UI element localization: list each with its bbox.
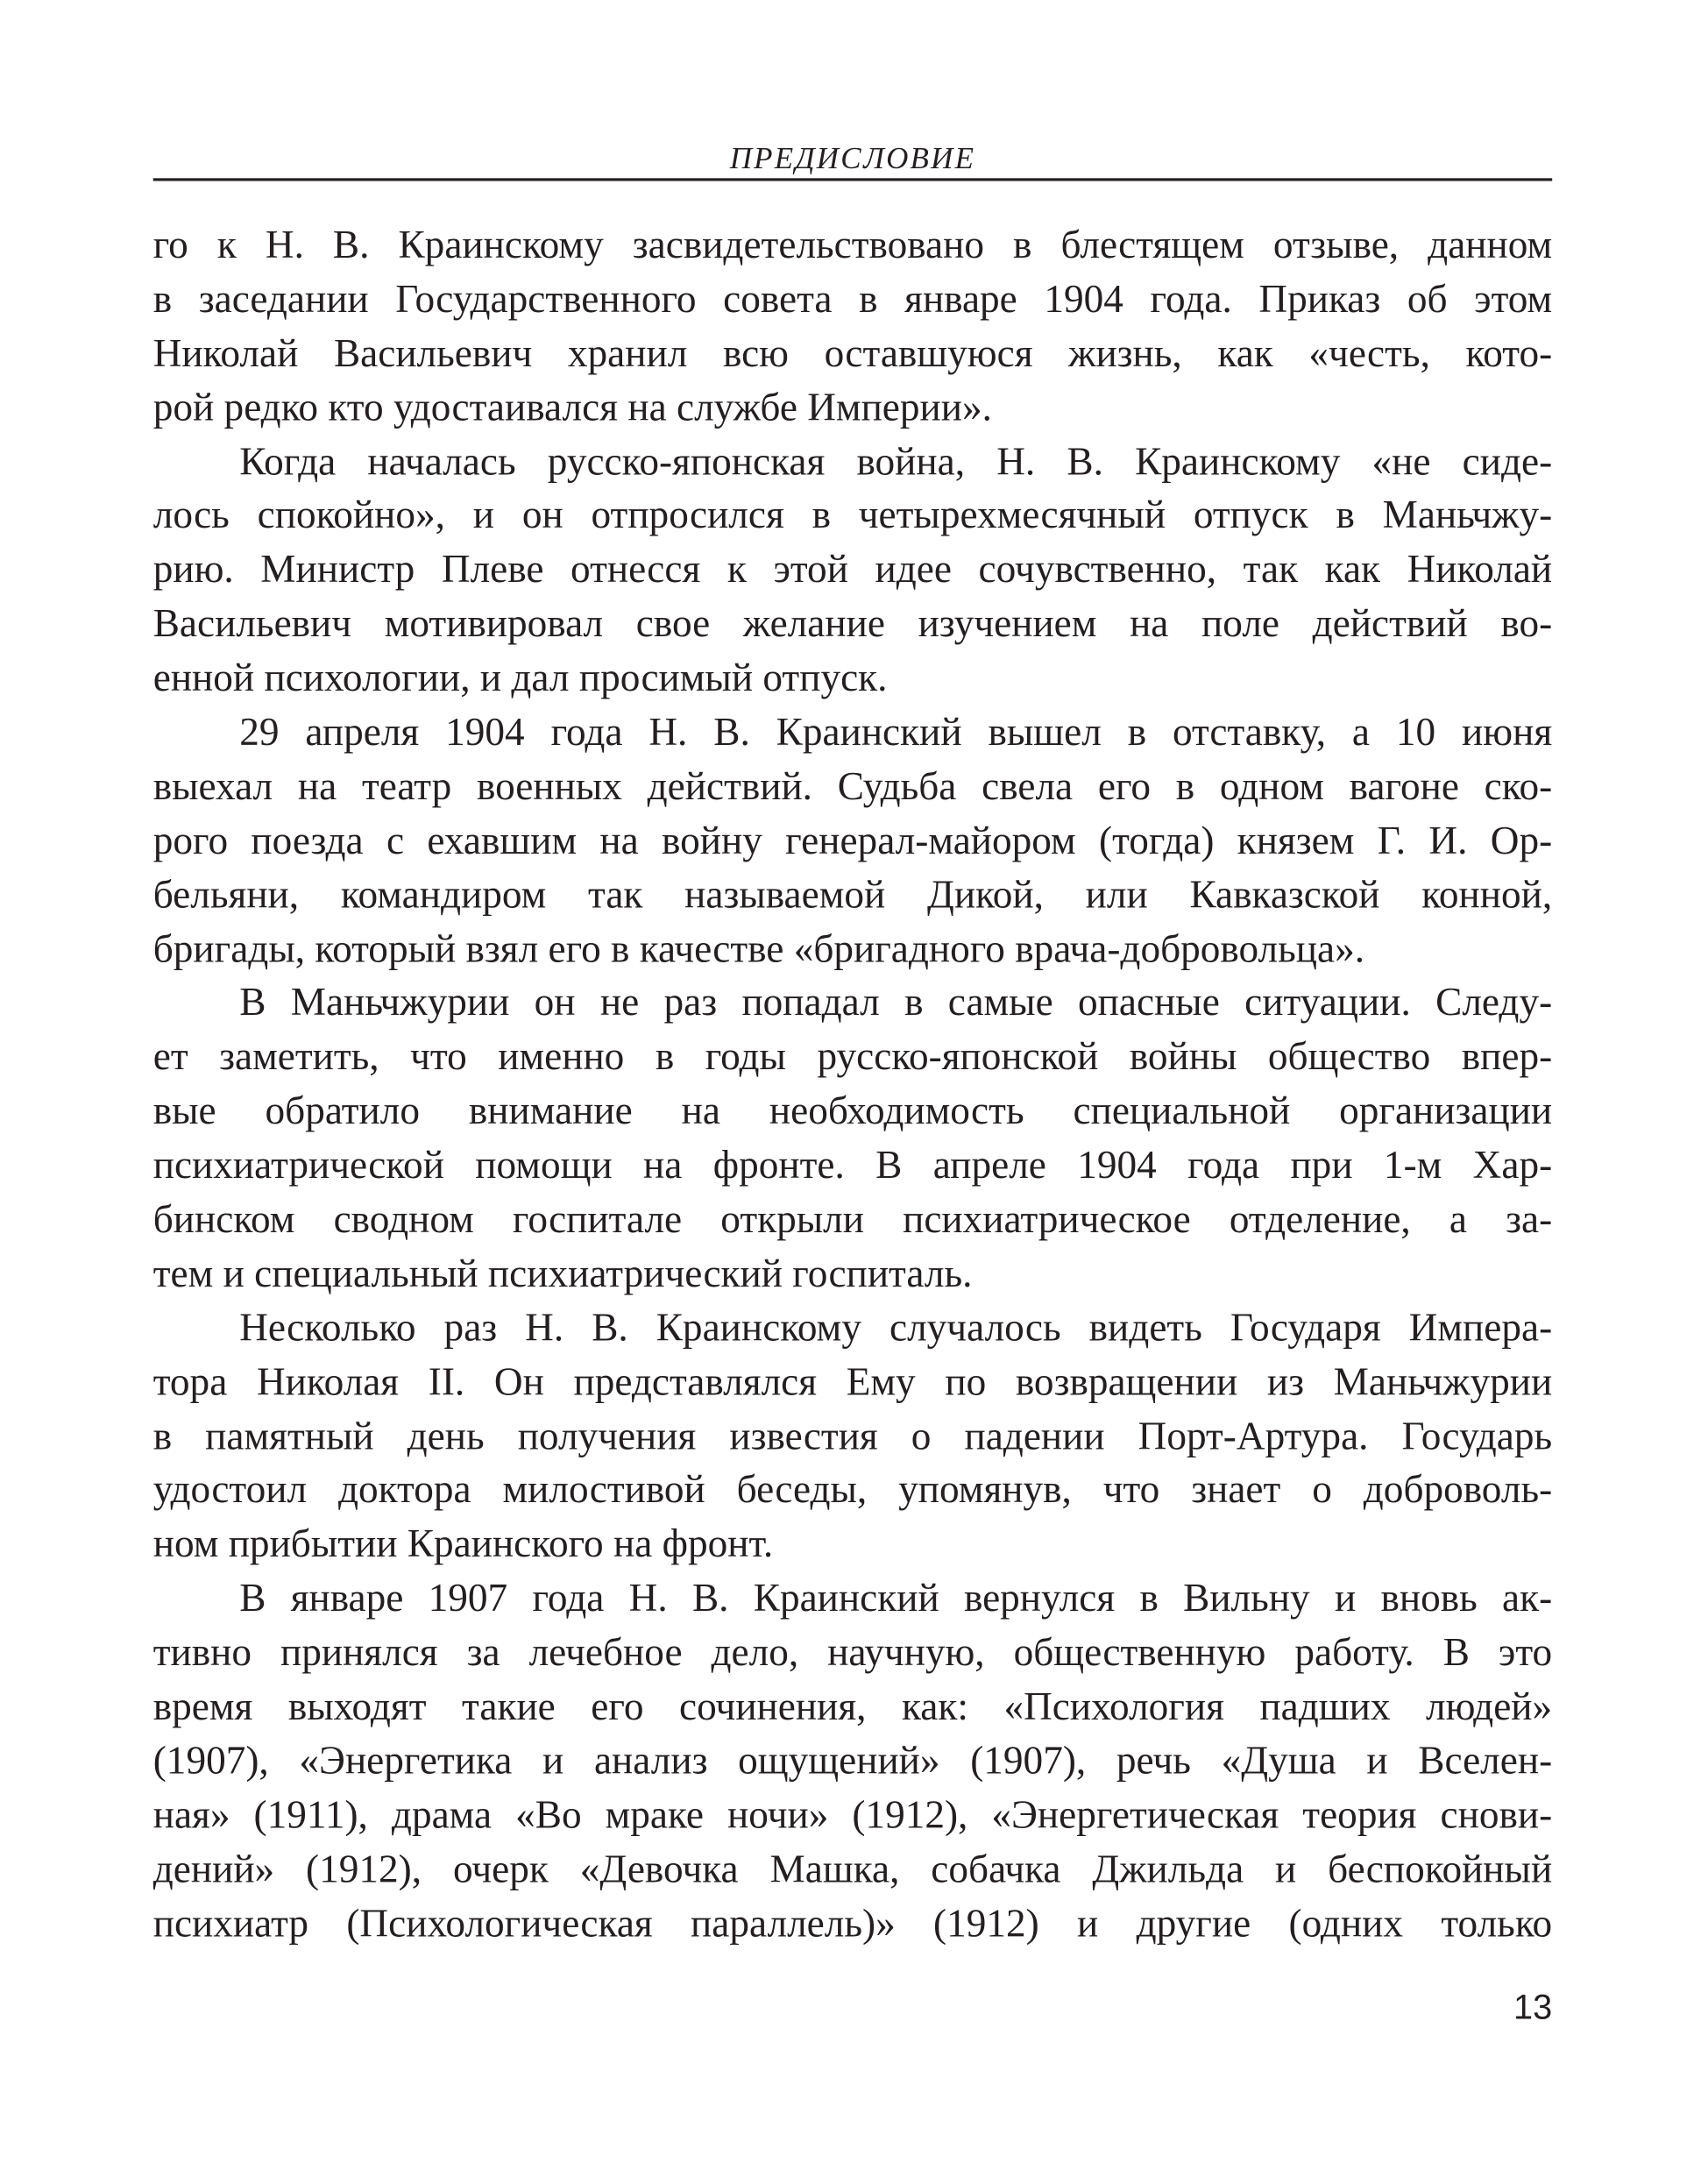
text-line: ет заметить, что именно в годы русско-японской войны общество впер- xyxy=(152,1036,1553,1080)
header-rule xyxy=(153,178,1552,181)
text-line: го к Н. В. Краинскому засвидетельствовано в блестящем отзыве, данном xyxy=(152,223,1553,267)
text-line: выехал на театр военных действий. Судьба свела его в одном вагоне ско- xyxy=(152,765,1553,809)
paragraph-first-line: В Маньчжурии он не раз попадал в самые опасные ситуации. Следу- xyxy=(239,982,1553,1025)
text-line: тора Николая II. Он представлялся Ему по возвращении из Маньчжурии xyxy=(152,1361,1553,1405)
text-line: рой редко кто удостаивался на службе Империи». xyxy=(152,386,992,430)
text-line: бельяни, командиром так называемой Дикой, или Кавказской конной, xyxy=(152,874,1553,918)
text-line: тем и специальный психиатрический госпиталь. xyxy=(152,1252,973,1296)
page-number: 13 xyxy=(1513,1988,1553,2027)
text-line: время выходят такие его сочинения, как: «Психология падших людей» xyxy=(152,1685,1553,1729)
text-line: ном прибытии Краинского на фронт. xyxy=(152,1523,774,1567)
text-line: рию. Министр Плеве отнесся к этой идее сочувственно, так как Николай xyxy=(152,549,1553,592)
text-line: удостоил доктора милостивой беседы, упомянув, что знает о доброволь- xyxy=(152,1469,1553,1513)
text-line: в заседании Государственного совета в январе 1904 года. Приказ об этом xyxy=(152,278,1553,322)
paragraph-first-line: Несколько раз Н. В. Краинскому случалось видеть Государя Импера- xyxy=(239,1307,1553,1351)
text-line: дений» (1912), очерк «Девочка Машка, собачка Джильда и беспокойный xyxy=(152,1848,1553,1892)
text-line: (1907), «Энергетика и анализ ощущений» (1907), речь «Душа и Вселен- xyxy=(152,1740,1553,1783)
paragraph-first-line: Когда началась русско-японская война, Н. В. Краинскому «не сиде- xyxy=(239,440,1553,485)
running-head: ПРЕДИСЛОВИЕ xyxy=(729,140,976,176)
text-line: тивно принялся за лечебное дело, научную, общественную работу. В это xyxy=(152,1631,1553,1676)
paragraph-first-line: В январе 1907 года Н. В. Краинский вернулся в Вильну и вновь ак- xyxy=(239,1578,1553,1621)
text-line: енной психологии, и дал просимый отпуск. xyxy=(152,656,888,701)
text-line: в памятный день получения известия о падении Порт-Артура. Государь xyxy=(152,1415,1553,1459)
text-line: рого поезда с ехавшим на войну генерал-майором (тогда) князем Г. И. Ор- xyxy=(152,819,1553,863)
text-line: ная» (1911), драма «Во мраке ночи» (1912), «Энергетическая теория снови- xyxy=(152,1794,1553,1838)
paragraph-first-line: 29 апреля 1904 года Н. В. Краинский вышел в отставку, а 10 июня xyxy=(239,711,1553,755)
text-line: вые обратило внимание на необходимость специальной организации xyxy=(152,1090,1553,1134)
text-line: Николай Васильевич хранил всю оставшуюся жизнь, как «честь, кото- xyxy=(152,332,1553,376)
text-line: психиатр (Психологическая параллель)» (1912) и другие (одних только xyxy=(152,1902,1553,1946)
text-line: лось спокойно», и он отпросился в четырехмесячный отпуск в Маньчжу- xyxy=(152,494,1553,538)
text-line: бинском сводном госпитале открыли психиатрическое отделение, а за- xyxy=(152,1198,1553,1242)
text-line: Васильевич мотивировал свое желание изучением на поле действий во- xyxy=(152,603,1553,647)
text-line: психиатрической помощи на фронте. В апреле 1904 года при 1-м Хар- xyxy=(152,1144,1553,1188)
text-line: бригады, который взял его в качестве «бригадного врача-добровольца». xyxy=(152,927,1365,972)
body-text xyxy=(153,220,1552,1953)
